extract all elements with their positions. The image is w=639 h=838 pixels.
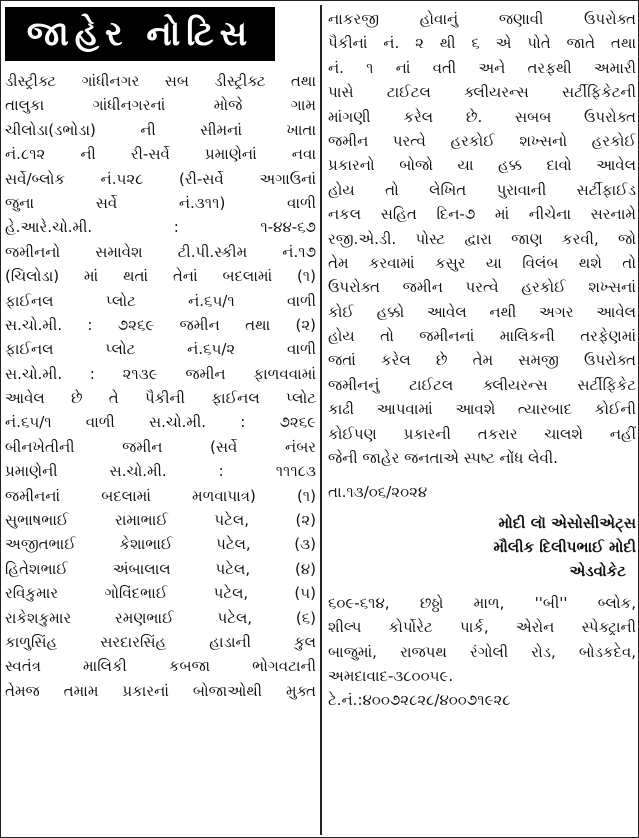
address-line: અમદાવાદ-૩૮૦૦૫૯. (328, 666, 454, 685)
body-line: રવિકુમાર ગોવિંદભાઈ પટેલ, (૫) (5, 584, 316, 603)
body-line: જમીનનો સમાવેશ ટી.પી.સ્કીમ નં.૧૭ (5, 242, 316, 261)
notice-date: તા.૧૩/૦૬/૨૦૨૪ (328, 483, 428, 502)
body-line: કોઈપણ પ્રકારની તકરાર ચાલશે નહીં (328, 424, 636, 443)
body-line: પ્રમાણેની સ.ચો.મી. : ૧૧૧૮૩ (5, 462, 316, 481)
body-line: જુના સર્વે નં.૩૧૧) વાળી (5, 193, 316, 212)
advocate-title: એડવોકેટ (569, 561, 626, 580)
body-line: સ.ચો.મી. : ૨૧૩૯ જમીન ફાળવવામાં (5, 364, 316, 383)
right-column (328, 1, 636, 713)
body-line: તેમજ તમામ પ્રકારનાં બોજાઓથી મુક્ત (5, 681, 316, 700)
address-line: ૬૦૯-૬૧૪, છઠ્ઠો માળ, ''બી'' બ્લોક, (328, 593, 636, 612)
body-line: માંગણી કરેલ છે. સબબ ઉપરોક્ત (328, 107, 636, 126)
body-line: જતાં કરેલ છે તેમ સમજી ઉપરોક્ત (328, 351, 636, 370)
notice-body-left (5, 69, 316, 703)
left-column (5, 1, 316, 703)
column-divider (320, 5, 322, 835)
body-line: પાસે ટાઈટલ ક્લીયરન્સ સર્ટીફિકેટની (328, 83, 636, 102)
body-line: ફાઈનલ પ્લોટ નં.૬૫/૨ વાળી (5, 340, 316, 359)
phone-number: ટે.નં.:૪૦૦૭૨૮૨૮/૪૦૦૭૧૯૨૮ (328, 691, 511, 710)
body-line: રજી.એ.ડી. પોસ્ટ દ્વારા જાણ કરવી, જો (328, 229, 636, 248)
body-line: ફાઈનલ પ્લોટ નં.૬૫/૧ વાળી (5, 291, 316, 310)
firm-name: મોદી લૉ એસોસીએટ્સ (498, 513, 636, 532)
address-line: શીલ્પ કોર્પોરેટ પાર્ક, એરોન સ્પેક્ટ્રાની (328, 618, 636, 637)
body-line: આવેલ છે તે પૈકીની ફાઈનલ પ્લોટ (5, 389, 316, 408)
body-line: હોય તો લેખિત પુરાવાની સર્ટીફાઈડ (328, 180, 636, 199)
body-line: કાળુસિંહ સરદારસિંહ હાડાની કુલ (5, 632, 316, 651)
body-line: કાઢી આપવામાં આવશે ત્યારબાદ કોઈની (328, 400, 636, 419)
address-block (328, 591, 636, 713)
body-line: સુભાષભાઈ રામાભાઈ પટેલ, (૨) (5, 511, 316, 530)
body-line: ચીલોડા(ડભોડા) ની સીમનાં ખાતા (5, 120, 316, 139)
body-line: તાલુકા ગાંધીનગરનાં મોજે ગામ (5, 96, 316, 115)
body-line: તેમ કરવામાં કસુર યા વિલંબ થશે તો (328, 253, 636, 272)
body-line: હોય તો જમીનનાં માલિકની તરફેણમાં (328, 327, 636, 346)
address-line: બાજુમાં, રાજપથ રંગોલી રોડ, બોડકદેવ, (328, 642, 636, 661)
notice-title: જાહેર નોટિસ (5, 7, 275, 61)
body-line: સ્વતંત્ર માલિકી કબજા ભોગવટાની (5, 657, 316, 676)
body-line: (ચિલોડા) માં થતાં તેનાં બદલામાં (૧) (5, 267, 316, 286)
notice-body-right (328, 7, 636, 505)
advocate-name: મૌલીક દિલીપભાઈ મોદી (493, 537, 636, 556)
body-line: નાકરજી હોવાનું જણાવી ઉપરોક્ત (328, 10, 636, 28)
body-line: ડીસ્ટ્રીક્ટ ગાંધીનગર સબ ડીસ્ટ્રીક્ટ તથા (5, 72, 316, 90)
body-line: નં.૮૧૨ ની રી-સર્વે પ્રમાણેનાં નવા (5, 145, 316, 164)
body-line: પ્રકારનો બોજો યા હક્ક દાવો આવેલ (328, 156, 636, 175)
body-line: જમીનનાં બદલામાં મળવાપાત્ર) (૧) (5, 486, 316, 505)
body-line: કોઈ હક્કો આવેલ નથી અગર આવેલ (328, 302, 636, 321)
body-line: નકલ સહિત દિન-૭ માં નીચેના સરનામે (328, 205, 636, 224)
body-line: નં.૬૫/૧ વાળી સ.ચો.મી. : ૭૨૬૯ (5, 413, 316, 432)
body-line: હે.આરે.ચો.મી. : ૧-૪૪-૬૭ (5, 218, 316, 237)
body-line: જેની જાહેર જનતાએ સ્પષ્ટ નોંધ લેવી. (328, 449, 558, 468)
body-line: રાકેશકુમાર રમણભાઈ પટેલ, (૬) (5, 608, 316, 627)
body-line: સર્વે/બ્લોક નં.૫૨૮ (રી-સર્વે અગાઉનાં (5, 169, 316, 188)
signature-block (328, 511, 636, 583)
body-line: નં. ૧ નાં વતી અને તરફથી અમારી (328, 58, 636, 77)
body-line: પૈકીનાં નં. ૨ થી ૬ એ પોતે જાતે તથા (328, 34, 636, 53)
body-line: ઉપરોક્ત જમીન પરત્વે હરકોઈ શખ્સનાં (328, 278, 636, 297)
body-line: બીનખેતીની જમીન (સર્વે નંબર (5, 437, 316, 456)
body-line: અજીતભાઈ કેશાભાઈ પટેલ, (૩) (5, 535, 316, 554)
body-line: જમીન પરત્વે હરકોઈ શખ્સનો હરકોઈ (328, 131, 636, 150)
body-line: હિતેશભાઈ અંબાલાલ પટેલ, (૪) (5, 559, 316, 578)
body-line: જમીનનું ટાઈટલ ક્લીયરન્સ સર્ટીફિકેટ (328, 375, 636, 394)
body-line: સ.ચો.મી. : ૭૨૬૯ જમીન તથા (૨) (5, 315, 316, 334)
